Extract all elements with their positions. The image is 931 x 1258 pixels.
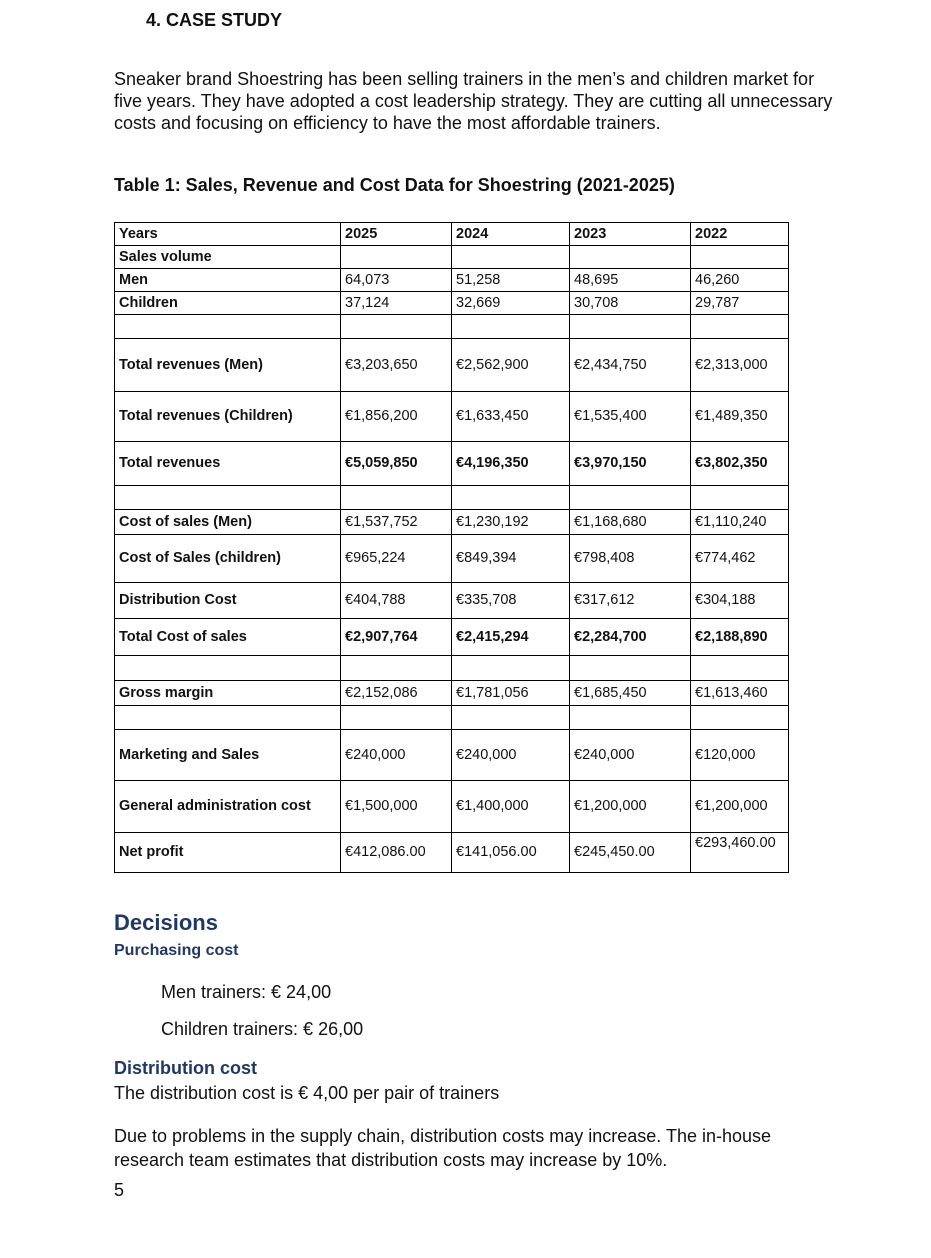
table-cell: €1,535,400 — [570, 392, 691, 442]
table-cell: Children — [115, 292, 341, 315]
table-cell: €141,056.00 — [452, 833, 570, 873]
table-row — [115, 223, 789, 246]
table-cell: €1,400,000 — [452, 781, 570, 833]
table-cell — [452, 486, 570, 510]
table-cell: €1,856,200 — [341, 392, 452, 442]
table-row — [115, 619, 789, 656]
table-cell: €2,434,750 — [570, 339, 691, 392]
table-cell: €3,203,650 — [341, 339, 452, 392]
table-cell: €240,000 — [452, 730, 570, 781]
distribution-cost-heading: Distribution cost — [114, 1058, 257, 1078]
table-cell: Net profit — [115, 833, 341, 873]
men-trainers-price: Men trainers: € 24,00 — [161, 982, 332, 1002]
table-cell — [115, 315, 341, 339]
table-title: Table 1: Sales, Revenue and Cost Data for Shoestring (2021-2025) — [114, 175, 675, 195]
table-cell — [570, 656, 691, 681]
table-cell: €2,152,086 — [341, 681, 452, 706]
financial-data-table — [114, 222, 789, 873]
table-cell: 30,708 — [570, 292, 691, 315]
table-row — [115, 833, 789, 873]
table-cell: €2,415,294 — [452, 619, 570, 656]
table-cell: €965,224 — [341, 535, 452, 583]
table-cell: €2,313,000 — [691, 339, 789, 392]
table-row — [115, 339, 789, 392]
table-cell: €1,200,000 — [691, 781, 789, 833]
table-cell: General administration cost — [115, 781, 341, 833]
table-cell: €1,168,680 — [570, 510, 691, 535]
table-cell: €293,460.00 — [691, 833, 789, 873]
table-cell: €3,802,350 — [691, 442, 789, 486]
table-cell: €1,230,192 — [452, 510, 570, 535]
table-cell: €1,537,752 — [341, 510, 452, 535]
page-number: 5 — [114, 1180, 125, 1200]
table-cell: Years — [115, 223, 341, 246]
table-cell: €404,788 — [341, 583, 452, 619]
table-cell: Total Cost of sales — [115, 619, 341, 656]
table-cell: Gross margin — [115, 681, 341, 706]
table-cell: 64,073 — [341, 269, 452, 292]
table-cell: €1,200,000 — [570, 781, 691, 833]
table-cell: €2,284,700 — [570, 619, 691, 656]
table-cell: €1,685,450 — [570, 681, 691, 706]
table-cell: 32,669 — [452, 292, 570, 315]
table-cell — [115, 706, 341, 730]
table-cell — [452, 656, 570, 681]
section-heading: 4. CASE STUDY — [146, 10, 283, 30]
table-cell: €849,394 — [452, 535, 570, 583]
table-cell: 46,260 — [691, 269, 789, 292]
intro-paragraph: Sneaker brand Shoestring has been selling trainers in the men’s and children market for five years. They have adopted a cost leadership strategy. They are cutting all unnecessary costs and focusing on efficiency to have the most affordable trainers. — [114, 69, 833, 133]
table-cell: €335,708 — [452, 583, 570, 619]
children-trainers-price: Children trainers: € 26,00 — [161, 1019, 364, 1039]
table-cell: 48,695 — [570, 269, 691, 292]
table-cell: €412,086.00 — [341, 833, 452, 873]
table-cell — [341, 246, 452, 269]
table-cell: 37,124 — [341, 292, 452, 315]
table-row — [115, 486, 789, 510]
table-cell — [570, 486, 691, 510]
table-cell: €1,500,000 — [341, 781, 452, 833]
table-row — [115, 246, 789, 269]
table-row — [115, 583, 789, 619]
table-cell: €1,110,240 — [691, 510, 789, 535]
table-cell: 2023 — [570, 223, 691, 246]
table-cell: €240,000 — [570, 730, 691, 781]
table-cell: €1,781,056 — [452, 681, 570, 706]
table-cell: €2,907,764 — [341, 619, 452, 656]
table-cell — [691, 246, 789, 269]
table-cell: €2,562,900 — [452, 339, 570, 392]
table-cell — [341, 706, 452, 730]
table-cell: Total revenues (Men) — [115, 339, 341, 392]
table-row — [115, 269, 789, 292]
table-row — [115, 706, 789, 730]
table-cell: €1,613,460 — [691, 681, 789, 706]
table-cell: Distribution Cost — [115, 583, 341, 619]
table-cell: 2022 — [691, 223, 789, 246]
table-cell: €4,196,350 — [452, 442, 570, 486]
table-cell: Cost of sales (Men) — [115, 510, 341, 535]
table-row — [115, 656, 789, 681]
table-row — [115, 781, 789, 833]
supply-chain-paragraph: Due to problems in the supply chain, distribution costs may increase. The in-house research team estimates that distribution costs may increase by 10%. — [114, 1126, 772, 1170]
table-cell: 2024 — [452, 223, 570, 246]
table-cell: 29,787 — [691, 292, 789, 315]
table-row — [115, 730, 789, 781]
table-cell: €120,000 — [691, 730, 789, 781]
decisions-heading: Decisions — [114, 910, 218, 935]
table-cell: €774,462 — [691, 535, 789, 583]
table-cell: €798,408 — [570, 535, 691, 583]
table-row — [115, 442, 789, 486]
table-cell — [115, 486, 341, 510]
table-cell: Sales volume — [115, 246, 341, 269]
table-cell: €1,489,350 — [691, 392, 789, 442]
table-cell — [691, 486, 789, 510]
table-cell — [691, 706, 789, 730]
table-cell: Total revenues — [115, 442, 341, 486]
table-cell — [570, 315, 691, 339]
table-row — [115, 292, 789, 315]
table-cell: 51,258 — [452, 269, 570, 292]
table-cell: Marketing and Sales — [115, 730, 341, 781]
table-cell: €240,000 — [341, 730, 452, 781]
table-cell — [570, 706, 691, 730]
table-cell — [570, 246, 691, 269]
table-row — [115, 315, 789, 339]
purchasing-cost-heading: Purchasing cost — [114, 942, 239, 959]
table-cell: €5,059,850 — [341, 442, 452, 486]
table-row — [115, 535, 789, 583]
table-cell — [341, 315, 452, 339]
table-cell — [341, 656, 452, 681]
table-row — [115, 392, 789, 442]
table-cell — [115, 656, 341, 681]
table-cell: 2025 — [341, 223, 452, 246]
table-cell: €1,633,450 — [452, 392, 570, 442]
table-cell — [452, 706, 570, 730]
table-cell — [691, 656, 789, 681]
table-cell: €304,188 — [691, 583, 789, 619]
table-cell: Total revenues (Children) — [115, 392, 341, 442]
table-cell: Cost of Sales (children) — [115, 535, 341, 583]
table-cell: €317,612 — [570, 583, 691, 619]
table-row — [115, 510, 789, 535]
table-cell — [341, 486, 452, 510]
table-cell — [452, 246, 570, 269]
distribution-cost-text: The distribution cost is € 4,00 per pair of trainers — [114, 1083, 500, 1103]
table-cell: Men — [115, 269, 341, 292]
table-cell: €3,970,150 — [570, 442, 691, 486]
table-row — [115, 681, 789, 706]
table-cell: €245,450.00 — [570, 833, 691, 873]
table-cell: €2,188,890 — [691, 619, 789, 656]
table-cell — [452, 315, 570, 339]
table-cell — [691, 315, 789, 339]
